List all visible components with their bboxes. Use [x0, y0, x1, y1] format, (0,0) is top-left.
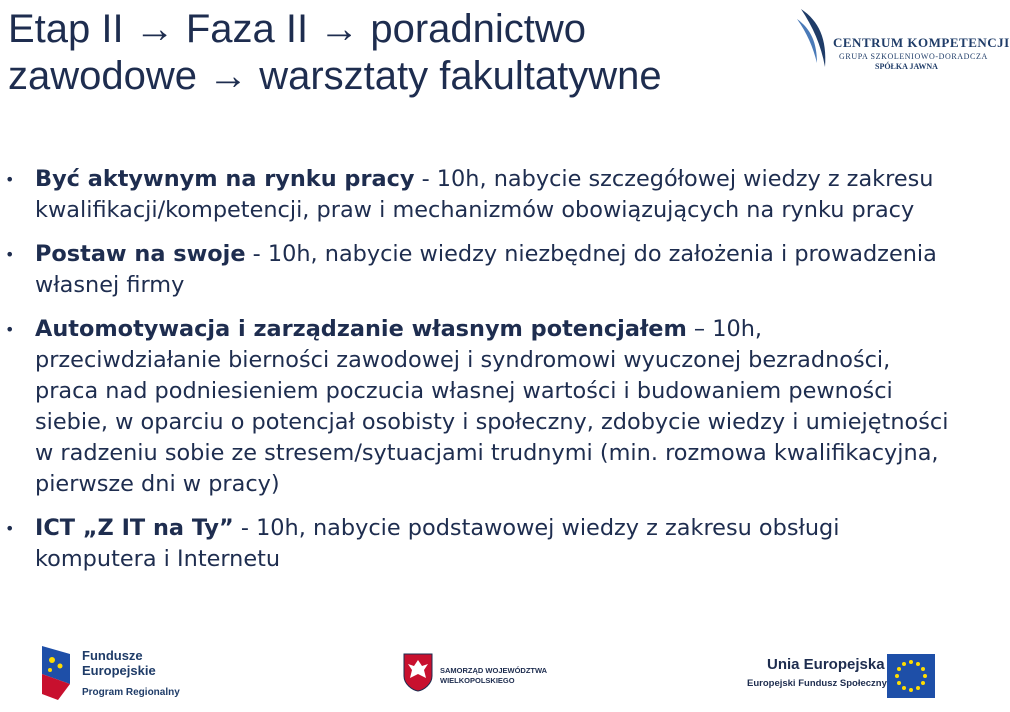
- eagle-shield-icon: [402, 652, 434, 692]
- fe-title-1: Fundusze: [82, 648, 143, 663]
- title-line-1: Etap II → Faza II → poradnictwo: [8, 7, 587, 51]
- bullet-text: – 10h, przeciwdziałanie bierności zawodowej i syndromowi wyuczonej bezradności, praca nad podniesieniem poczucia własnej wartości i budowaniem pewności siebie, w oparciu o potencjał osobisty i społeczny, zdobycie wiedzy i umiejętności w radzeniu sobie ze stresem/sytuacjami trudnymi (min. rozmowa kwalifikacyjna, pierwsze dni w pracy): [35, 316, 949, 497]
- ue-fund: Europejski Fundusz Społeczny: [747, 678, 887, 689]
- bullet-dot-icon: •: [5, 245, 15, 264]
- centrum-kompetencji-logo: [795, 5, 1010, 75]
- bullet-text: - 10h, nabycie wiedzy niezbędnej do założenia i prowadzenia własnej firmy: [35, 241, 937, 298]
- bullet-dot-icon: •: [5, 170, 15, 189]
- fe-program: Program Regionalny: [82, 687, 180, 698]
- title-line-2: zawodowe → warsztaty fakultatywne: [8, 54, 662, 98]
- bullet-item: [0, 513, 959, 575]
- fe-emblem-icon: [40, 644, 74, 702]
- bullet-bold: Być aktywnym na rynku pracy: [35, 166, 415, 192]
- unia-europejska-logo: [745, 650, 945, 705]
- fundusze-europejskie-logo: [40, 644, 180, 706]
- bullet-bold: Automotywacja i zarządzanie własnym potencjałem: [35, 316, 687, 342]
- bullet-item: [0, 239, 959, 301]
- bullet-bold: Postaw na swoje: [35, 241, 246, 267]
- eu-flag-icon: [887, 654, 935, 698]
- bullet-item: [0, 164, 959, 226]
- logo-name: CENTRUM KOMPETENCJI: [833, 35, 1010, 50]
- bullet-dot-icon: •: [5, 320, 15, 339]
- swoosh-icon: [795, 5, 835, 75]
- bullet-list: [0, 164, 959, 588]
- bullet-text: - 10h, nabycie szczegółowej wiedzy z zakresu kwalifikacji/kompetencji, praw i mechanizmów obowiązujących na rynku pracy: [35, 166, 934, 223]
- slide-title: [8, 6, 788, 100]
- bullet-item: [0, 314, 959, 500]
- bullet-text: - 10h, nabycie podstawowej wiedzy z zakresu obsługi komputera i Internetu: [35, 515, 840, 572]
- logo-subtitle: GRUPA SZKOLENIOWO-DORADCZA: [839, 52, 988, 61]
- wielkopolska-logo: [402, 652, 552, 702]
- footer-logos: [0, 640, 959, 712]
- ue-title: Unia Europejska: [767, 656, 885, 673]
- wlkp-line-2: WIELKOPOLSKIEGO: [440, 676, 515, 685]
- fe-title-2: Europejskie: [82, 663, 156, 678]
- bullet-bold: ICT „Z IT na Ty”: [35, 515, 234, 541]
- logo-subtitle-2: SPÓŁKA JAWNA: [875, 62, 938, 71]
- wlkp-line-1: SAMORZĄD WOJEWÓDZTWA: [440, 666, 548, 675]
- bullet-dot-icon: •: [5, 519, 15, 538]
